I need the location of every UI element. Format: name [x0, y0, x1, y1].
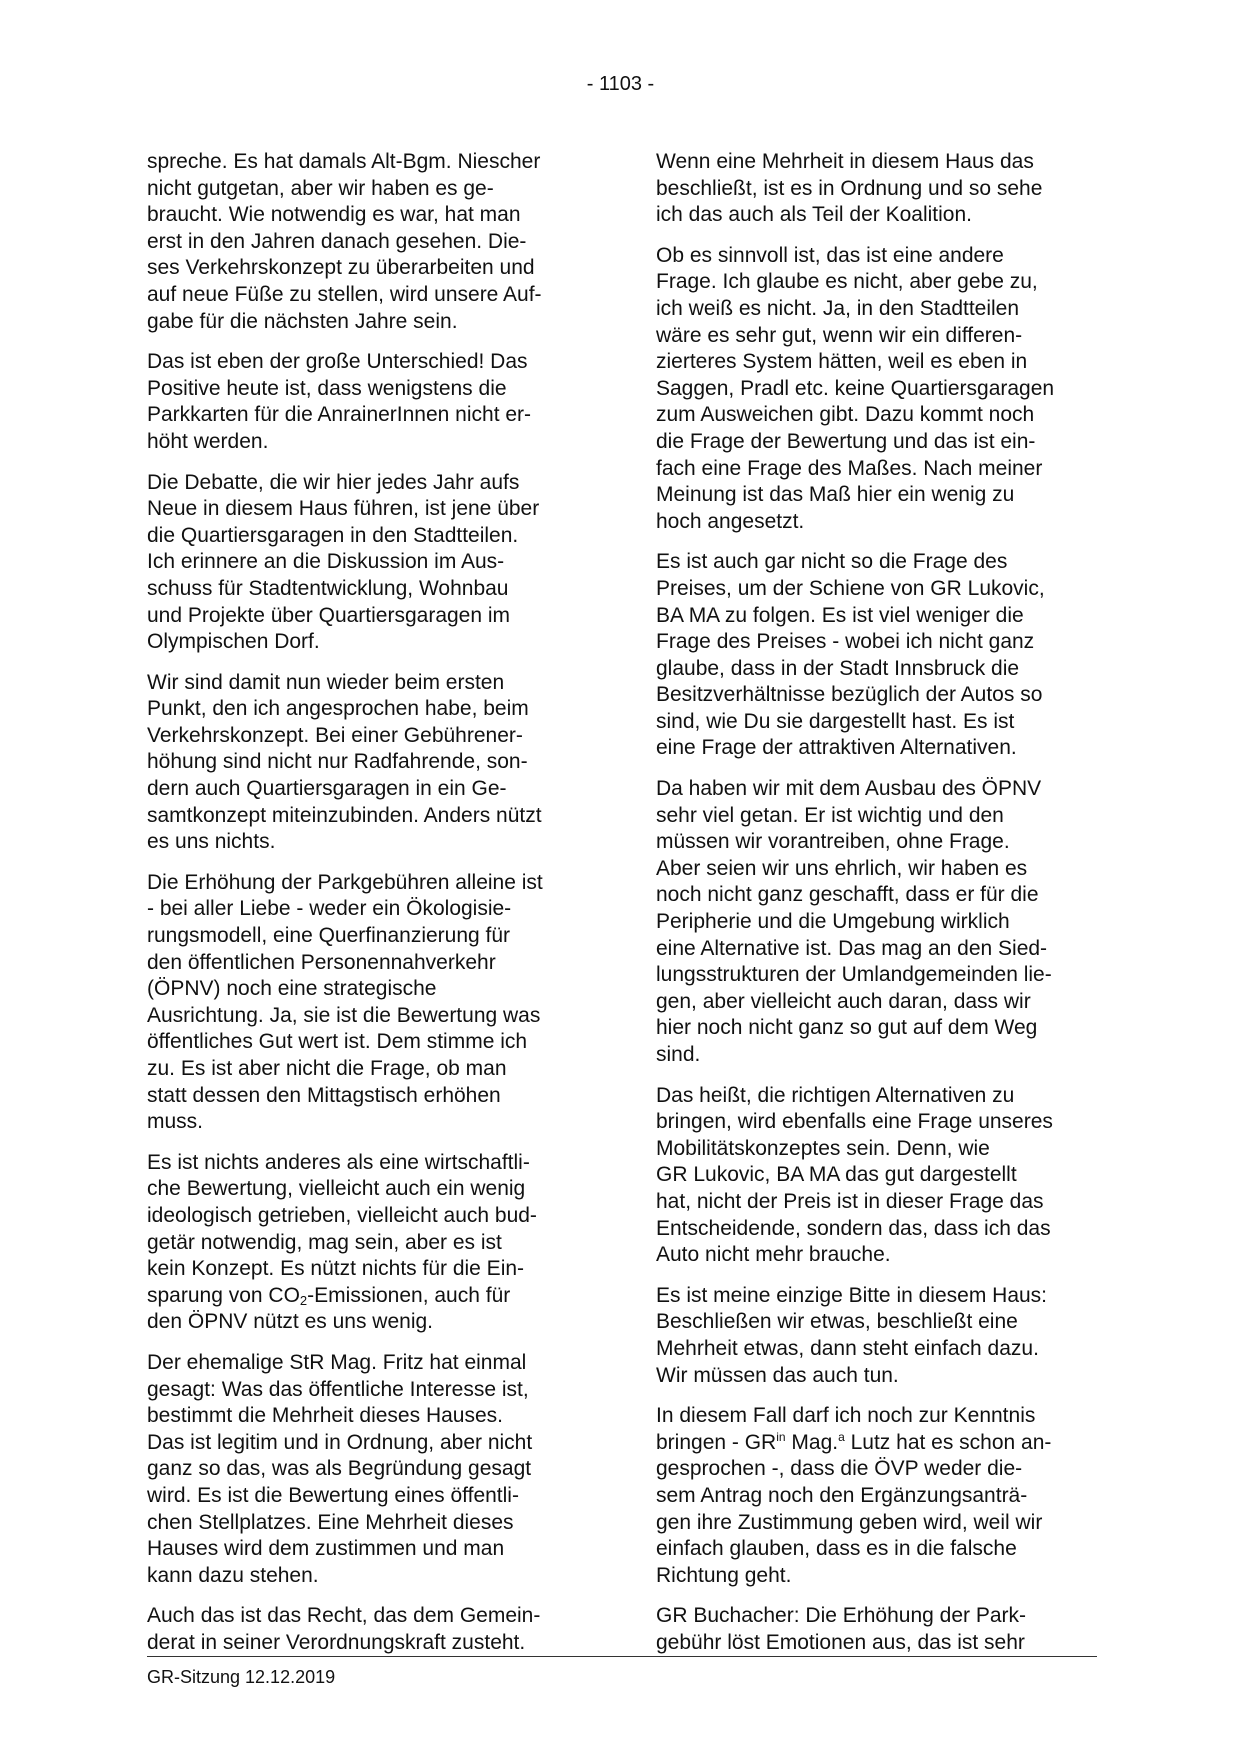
right-column — [656, 149, 1101, 1670]
text-segment: In diesem Fall darf ich noch zur Kenntnis bringen - GR — [656, 1404, 1036, 1454]
text-segment: Es ist nichts anderes als eine wirtschaftli- che Bewertung, vielleicht auch ein wenig ideologisch getrieben, vielleicht auch bud- getär notwendig, mag sein, aber es ist kein Konzept. Es nützt nichts für die Ein- sparung von CO — [147, 1150, 537, 1307]
paragraph: Wenn eine Mehrheit in diesem Haus das beschließt, ist es in Ordnung und so sehe ich das auch als Teil der Koalition. — [656, 150, 1043, 227]
paragraph: spreche. Es hat damals Alt-Bgm. Niescher nicht gutgetan, aber wir haben es ge- braucht. Wie notwendig es war, hat man erst in den Jahren danach gesehen. Die- ses Verkehrskonzept zu überarbeiten und auf neue Füße zu stellen, wird unsere Auf- gabe für die nächsten Jahre sein. — [147, 150, 542, 333]
page-number: - 1103 - — [586, 73, 655, 95]
superscript: a — [838, 1429, 845, 1444]
paragraph: GR Buchacher: Die Erhöhung der Park- gebühr löst Emotionen aus, das ist sehr — [656, 1604, 1027, 1654]
text-segment: -Emissionen, auch für den ÖPNV nützt es uns wenig. — [147, 1283, 511, 1334]
paragraph: Die Erhöhung der Parkgebühren alleine ist - bei aller Liebe - weder ein Ökologisie- rungsmodell, eine Querfinanzierung für den öffentlichen Personennahverkehr (ÖPNV) noch eine strategische Ausrichtung. Ja, sie ist die Bewertung was öffentliches Gut wert ist. Dem stimme ich zu. Es ist aber nicht die Frage, ob man statt dessen den Mittagstisch erhöhen muss. — [147, 870, 543, 1134]
left-column — [147, 149, 592, 1670]
footer-session-date: GR-Sitzung 12.12.2019 — [147, 1667, 336, 1687]
paragraph-co2 — [147, 1150, 592, 1336]
footer-divider — [147, 1656, 1097, 1657]
paragraph: Der ehemalige StR Mag. Fritz hat einmal gesagt: Was das öffentliche Interesse ist, bestimmt die Mehrheit dieses Hauses. Das ist legitim und in Ordnung, aber nicht ganz so das, was als Begründung gesagt wird. Es ist die Bewertung eines öffentli- chen Stellplatzes. Eine Mehrheit dieses Hauses wird dem zustimmen und man kann dazu stehen. — [147, 1350, 533, 1587]
paragraph: Das ist eben der große Unterschied! Das Positive heute ist, dass wenigstens die Parkkarten für die AnrainerInnen nicht er- höht werden. — [147, 350, 532, 453]
text-segment: Lutz hat es schon an- gesprochen -, dass die ÖVP weder die- sem Antrag noch den Ergänzungsanträ- gen ihre Zustimmung geben wird, weil wir einfach glauben, dass es in die falsche Richtung geht. — [656, 1430, 1052, 1587]
paragraph: Wir sind damit nun wieder beim ersten Punkt, den ich angesprochen habe, beim Verkehrskonzept. Bei einer Gebührener- höhung sind nicht nur Radfahrende, son- dern auch Quartiersgaragen in ein Ge- samtkonzept miteinzubinden. Anders nützt es uns nichts. — [147, 670, 542, 854]
superscript: in — [776, 1429, 786, 1444]
paragraph: Ob es sinnvoll ist, das ist eine andere Frage. Ich glaube es nicht, aber gebe zu, ich weiß es nicht. Ja, in den Stadtteilen wäre es sehr gut, wenn wir ein differen- zierteres System hätten, weil es eben in Saggen, Pradl etc. keine Quartiersgaragen zum Ausweichen gibt. Dazu kommt noch die Frage der Bewertung und das ist ein- fach eine Frage des Maßes. Nach meiner Meinung ist das Maß hier ein wenig zu hoch angesetzt. — [656, 243, 1055, 533]
paragraph: Auch das ist das Recht, das dem Gemein- derat in seiner Verordnungskraft zusteht. — [147, 1604, 541, 1654]
paragraph: Die Debatte, die wir hier jedes Jahr aufs Neue in diesem Haus führen, ist jene über die Quartiersgaragen in den Stadtteilen. Ich erinnere an die Diskussion im Aus- schuss für Stadtentwicklung, Wohnbau und Projekte über Quartiersgaragen im Olympischen Dorf. — [147, 470, 540, 654]
paragraph: Da haben wir mit dem Ausbau des ÖPNV sehr viel getan. Er ist wichtig und den müssen wir vorantreiben, ohne Frage. Aber seien wir uns ehrlich, wir haben es noch nicht ganz geschafft, dass er für die Peripherie und die Umgebung wirklich eine Alternative ist. Das mag an den Sied- lungsstrukturen der Umlandgemeinden lie- gen, aber vielleicht auch daran, dass wir hier noch nicht ganz so gut auf dem Weg sind. — [656, 777, 1052, 1066]
subscript: 2 — [299, 1292, 308, 1308]
paragraph: Das heißt, die richtigen Alternativen zu bringen, wird ebenfalls eine Frage unseres Mobilitätskonzeptes sein. Denn, wie GR Lukovic, BA MA das gut dargestellt hat, nicht der Preis ist in dieser Frage das Entscheidende, sondern das, dass ich das Auto nicht mehr brauche. — [656, 1083, 1053, 1267]
text-segment: Mag. — [785, 1430, 839, 1454]
paragraph: Es ist auch gar nicht so die Frage des Preises, um der Schiene von GR Lukovic, BA MA zu folgen. Es ist viel weniger die Frage des Preises - wobei ich nicht ganz glaube, dass in der Stadt Innsbruck die Besitzverhältnisse bezüglich der Autos so sind, wie Du sie dargestellt hast. Es ist eine Frage der attraktiven Alternativen. — [656, 550, 1045, 760]
paragraph-ovp — [656, 1403, 1101, 1589]
paragraph: Es ist meine einzige Bitte in diesem Haus: Beschließen wir etwas, beschließt eine Mehrheit etwas, dann steht einfach dazu. Wir müssen das auch tun. — [656, 1283, 1048, 1387]
